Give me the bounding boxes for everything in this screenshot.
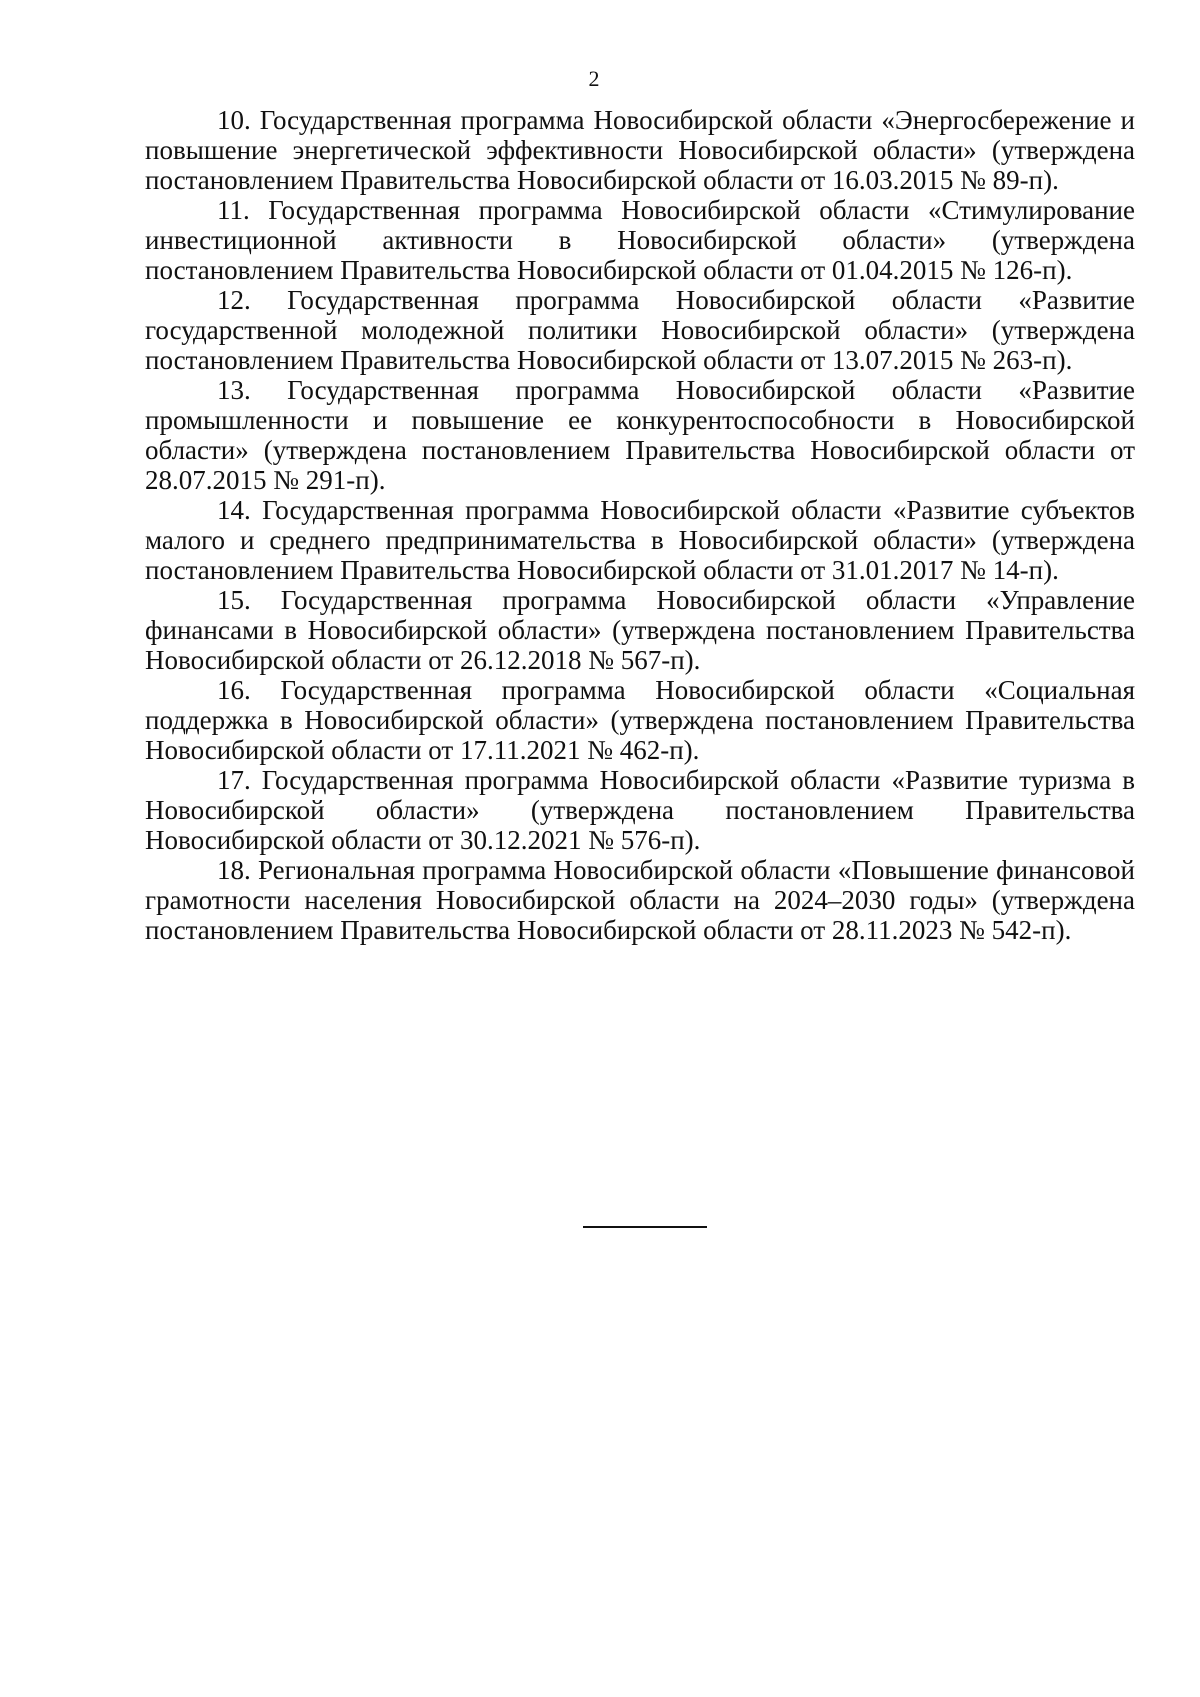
program-item-12: 12. Государственная программа Новосибирской области «Развитие государственной молодежной политики Новосибирской области» (утверждена постановлением Правительства Новосибирской области от 13.07.2015 № 263-п).: [145, 285, 1135, 375]
program-list: [145, 105, 1135, 945]
program-item-18: 18. Региональная программа Новосибирской области «Повышение финансовой грамотности населения Новосибирской области на 2024–2030 годы» (утверждена постановлением Правительства Новосибирской области от 28.11.2023 № 542-п).: [145, 855, 1135, 945]
program-item-15: 15. Государственная программа Новосибирской области «Управление финансами в Новосибирской области» (утверждена постановлением Правительства Новосибирской области от 26.12.2018 № 567-п).: [145, 585, 1135, 675]
program-item-16: 16. Государственная программа Новосибирской области «Социальная поддержка в Новосибирской области» (утверждена постановлением Правительства Новосибирской области от 17.11.2021 № 462-п).: [145, 675, 1135, 765]
program-item-10: 10. Государственная программа Новосибирской области «Энергосбережение и повышение энергетической эффективности Новосибирской области» (утверждена постановлением Правительства Новосибирской области от 16.03.2015 № 89-п).: [145, 105, 1135, 195]
program-item-11: 11. Государственная программа Новосибирской области «Стимулирование инвестиционной активности в Новосибирской области» (утверждена постановлением Правительства Новосибирской области от 01.04.2015 № 126-п).: [145, 195, 1135, 285]
program-item-13: 13. Государственная программа Новосибирской области «Развитие промышленности и повышение ее конкурентоспособности в Новосибирской области» (утверждена постановлением Правительства Новосибирской области от 28.07.2015 № 291-п).: [145, 375, 1135, 495]
end-of-document-rule: [583, 1226, 707, 1228]
program-item-17: 17. Государственная программа Новосибирской области «Развитие туризма в Новосибирской области» (утверждена постановлением Правительства Новосибирской области от 30.12.2021 № 576-п).: [145, 765, 1135, 855]
page-number: 2: [588, 66, 600, 91]
program-item-14: 14. Государственная программа Новосибирской области «Развитие субъектов малого и среднего предпринимательства в Новосибирской области» (утверждена постановлением Правительства Новосибирской области от 31.01.2017 № 14-п).: [145, 495, 1135, 585]
